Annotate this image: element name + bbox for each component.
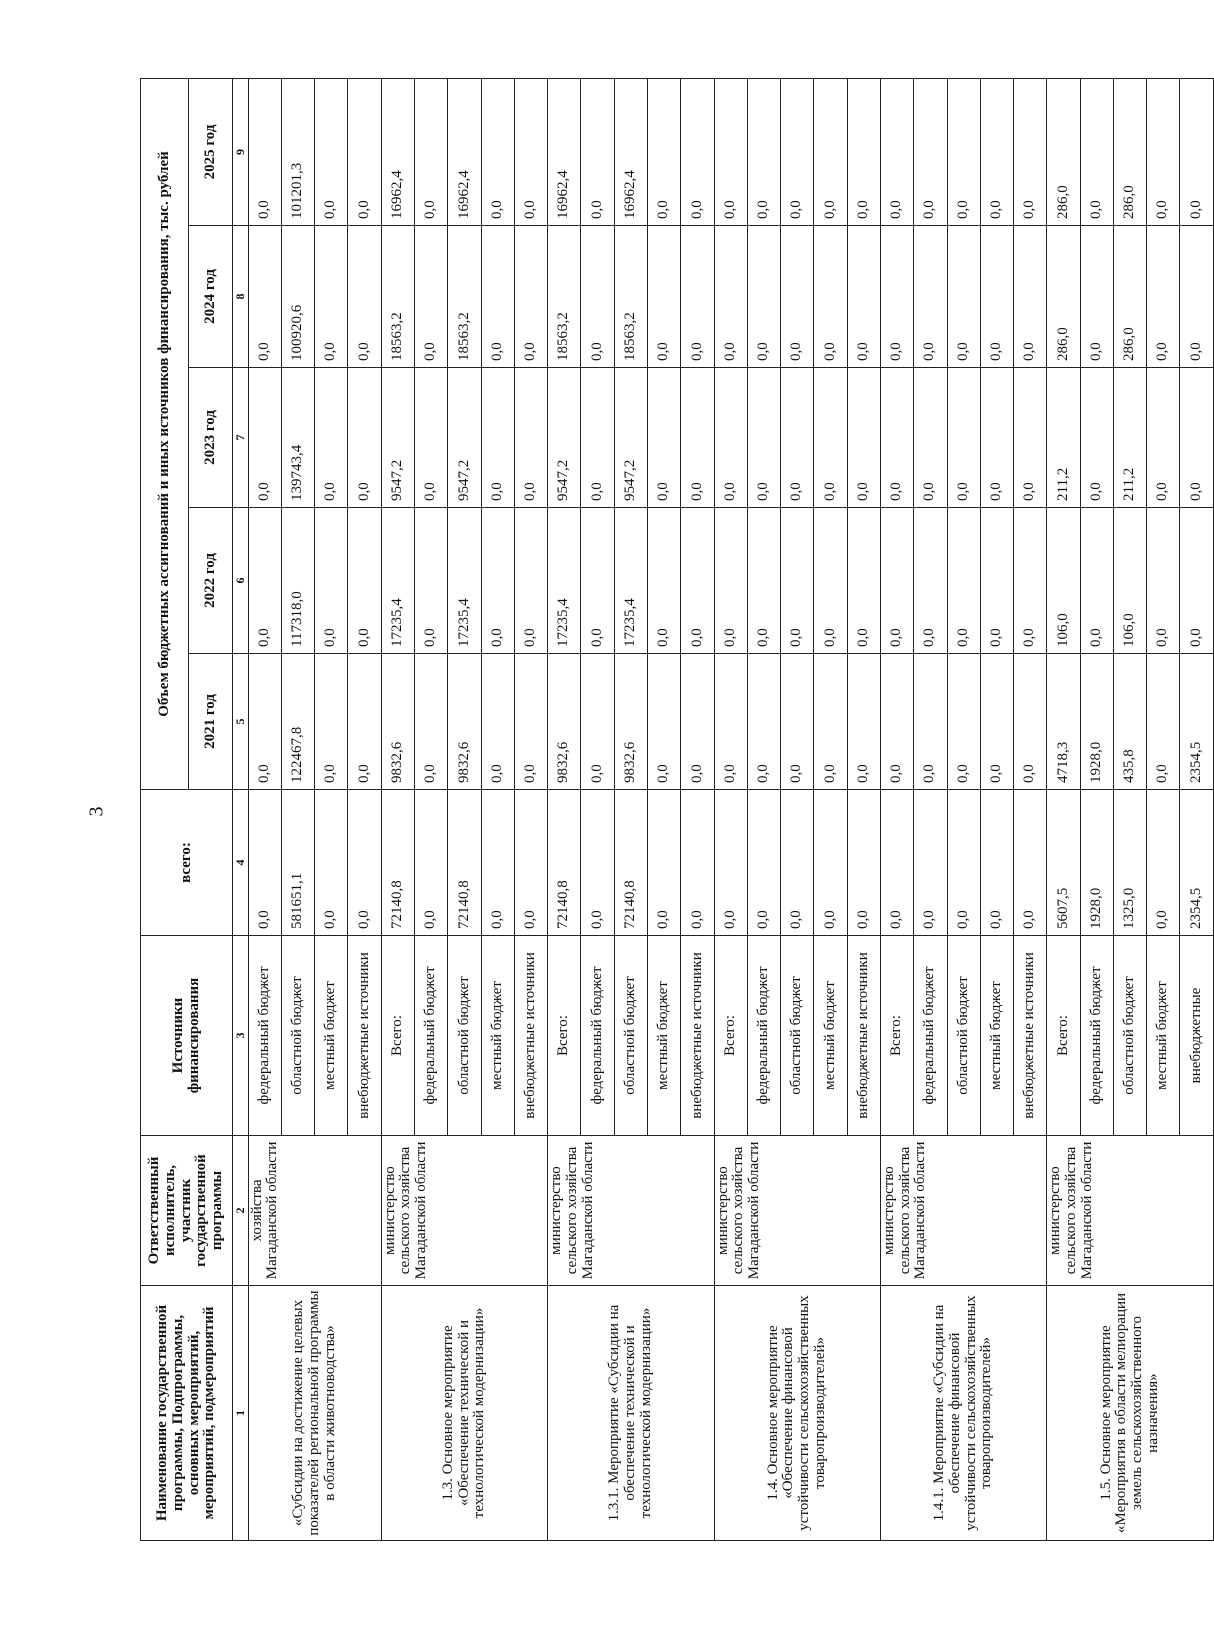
amount-cell: 9547,2 [614, 368, 647, 508]
funding-source: Всего: [1047, 936, 1080, 1136]
amount-cell: 0,0 [481, 508, 514, 654]
column-number: 1 [233, 1286, 249, 1541]
column-number: 7 [233, 368, 249, 508]
amount-cell: 106,0 [1047, 508, 1080, 654]
funding-source: внебюджетные источники [348, 936, 381, 1136]
amount-cell: 0,0 [248, 654, 281, 790]
measure-name: 1.5. Основное мероприятие «Мероприятия в области мелиорации земель сельскохозяйственного назначения» [1047, 1286, 1214, 1541]
amount-cell: 0,0 [781, 654, 814, 790]
funding-source: внебюджетные источники [847, 936, 880, 1136]
amount-cell: 0,0 [980, 508, 1013, 654]
amount-cell: 0,0 [714, 78, 747, 225]
funding-source: местный бюджет [481, 936, 514, 1136]
funding-source: местный бюджет [814, 936, 847, 1136]
amount-cell: 0,0 [348, 654, 381, 790]
responsible-executor: министерство сельского хозяйства Магаданской области [714, 1136, 880, 1286]
amount-cell: 106,0 [1113, 508, 1146, 654]
amount-cell: 0,0 [681, 654, 714, 790]
funding-source: внебюджетные [1180, 936, 1214, 1136]
amount-cell: 0,0 [747, 226, 780, 368]
funding-source: федеральный бюджет [415, 936, 448, 1136]
amount-cell: 72140,8 [448, 790, 481, 936]
table-row [1047, 78, 1080, 1540]
amount-cell: 0,0 [781, 226, 814, 368]
amount-cell: 0,0 [880, 226, 913, 368]
amount-cell: 0,0 [415, 226, 448, 368]
amount-cell: 18563,2 [448, 226, 481, 368]
amount-cell: 211,2 [1113, 368, 1146, 508]
amount-cell: 18563,2 [614, 226, 647, 368]
responsible-executor: министерство сельского хозяйства Магаданской области [381, 1136, 547, 1286]
amount-cell: 0,0 [514, 368, 547, 508]
amount-cell: 0,0 [880, 368, 913, 508]
amount-cell: 0,0 [647, 226, 680, 368]
funding-source: областной бюджет [781, 936, 814, 1136]
amount-cell: 0,0 [681, 790, 714, 936]
amount-cell: 0,0 [880, 790, 913, 936]
amount-cell: 0,0 [1147, 368, 1180, 508]
header-year-2023: 2023 год [189, 368, 233, 508]
measure-name: 1.4. Основное мероприятие «Обеспечение финансовой устойчивости сельскохозяйственных товаропроизводителей» [714, 1286, 880, 1541]
amount-cell: 0,0 [747, 508, 780, 654]
amount-cell: 0,0 [248, 790, 281, 936]
header-year-2021: 2021 год [189, 654, 233, 790]
amount-cell: 0,0 [1014, 226, 1047, 368]
amount-cell: 0,0 [980, 790, 1013, 936]
amount-cell: 0,0 [681, 226, 714, 368]
header-sources: Источники финансирования [141, 936, 233, 1136]
column-number: 9 [233, 78, 249, 225]
amount-cell: 9832,6 [548, 654, 581, 790]
amount-cell: 9547,2 [448, 368, 481, 508]
rotated-table-container [140, 79, 1214, 1541]
amount-cell: 9547,2 [381, 368, 414, 508]
column-number: 3 [233, 936, 249, 1136]
amount-cell: 2354,5 [1180, 790, 1214, 936]
amount-cell: 0,0 [681, 508, 714, 654]
funding-source: местный бюджет [980, 936, 1013, 1136]
column-number-row [233, 78, 249, 1540]
amount-cell: 0,0 [880, 654, 913, 790]
amount-cell: 0,0 [914, 508, 947, 654]
amount-cell: 0,0 [315, 790, 348, 936]
amount-cell: 0,0 [714, 508, 747, 654]
amount-cell: 0,0 [581, 508, 614, 654]
table-row [714, 78, 747, 1540]
amount-cell: 0,0 [348, 226, 381, 368]
amount-cell: 100920,6 [281, 226, 314, 368]
amount-cell: 0,0 [481, 226, 514, 368]
amount-cell: 0,0 [647, 368, 680, 508]
amount-cell: 0,0 [814, 654, 847, 790]
table-row [381, 78, 414, 1540]
amount-cell: 0,0 [914, 78, 947, 225]
amount-cell: 0,0 [1014, 790, 1047, 936]
header-name: Наименование государственной программы, Подпрограммы, основных мероприятий, мероприятий, подмероприятий [141, 1286, 233, 1541]
amount-cell: 1928,0 [1080, 654, 1113, 790]
amount-cell: 0,0 [481, 654, 514, 790]
amount-cell: 286,0 [1047, 78, 1080, 225]
amount-cell: 0,0 [781, 78, 814, 225]
amount-cell: 18563,2 [381, 226, 414, 368]
amount-cell: 0,0 [415, 654, 448, 790]
amount-cell: 0,0 [880, 78, 913, 225]
amount-cell: 0,0 [315, 226, 348, 368]
funding-source: Всего: [381, 936, 414, 1136]
amount-cell: 72140,8 [548, 790, 581, 936]
amount-cell: 16962,4 [548, 78, 581, 225]
column-number: 5 [233, 654, 249, 790]
amount-cell: 0,0 [714, 790, 747, 936]
amount-cell: 0,0 [1014, 78, 1047, 225]
amount-cell: 0,0 [814, 226, 847, 368]
amount-cell: 0,0 [514, 508, 547, 654]
amount-cell: 0,0 [947, 654, 980, 790]
amount-cell: 5607,5 [1047, 790, 1080, 936]
amount-cell: 0,0 [714, 226, 747, 368]
amount-cell: 0,0 [647, 78, 680, 225]
column-number: 4 [233, 790, 249, 936]
amount-cell: 0,0 [914, 790, 947, 936]
header-volume: Объем бюджетных ассигнований и иных источников финансирования, тыс. рублей [141, 78, 189, 789]
amount-cell: 17235,4 [614, 508, 647, 654]
amount-cell: 0,0 [1147, 226, 1180, 368]
amount-cell: 0,0 [847, 368, 880, 508]
amount-cell: 0,0 [681, 78, 714, 225]
amount-cell: 0,0 [647, 508, 680, 654]
measure-name: 1.4.1. Мероприятие «Субсидии на обеспечение финансовой устойчивости сельскохозяйственных товаропроизводителей» [880, 1286, 1046, 1541]
amount-cell: 0,0 [847, 654, 880, 790]
amount-cell: 0,0 [847, 790, 880, 936]
amount-cell: 0,0 [1080, 508, 1113, 654]
amount-cell: 1325,0 [1113, 790, 1146, 936]
measure-name: 1.3. Основное мероприятие «Обеспечение технической и технологической модернизации» [381, 1286, 547, 1541]
amount-cell: 0,0 [1180, 78, 1214, 225]
amount-cell: 117318,0 [281, 508, 314, 654]
amount-cell: 0,0 [781, 508, 814, 654]
amount-cell: 0,0 [481, 368, 514, 508]
amount-cell: 0,0 [581, 368, 614, 508]
amount-cell: 0,0 [1147, 654, 1180, 790]
amount-cell: 0,0 [415, 78, 448, 225]
amount-cell: 0,0 [947, 78, 980, 225]
amount-cell: 0,0 [1080, 226, 1113, 368]
amount-cell: 0,0 [248, 368, 281, 508]
amount-cell: 0,0 [514, 790, 547, 936]
funding-source: внебюджетные источники [1014, 936, 1047, 1136]
amount-cell: 0,0 [681, 368, 714, 508]
amount-cell: 0,0 [914, 226, 947, 368]
amount-cell: 286,0 [1113, 226, 1146, 368]
amount-cell: 0,0 [1180, 226, 1214, 368]
amount-cell: 0,0 [348, 368, 381, 508]
table-row [248, 78, 281, 1540]
amount-cell: 16962,4 [381, 78, 414, 225]
measure-name: 1.3.1. Мероприятие «Субсидии на обеспечение технической и технологической модернизации» [548, 1286, 714, 1541]
amount-cell: 0,0 [747, 78, 780, 225]
amount-cell: 0,0 [348, 790, 381, 936]
amount-cell: 0,0 [914, 654, 947, 790]
amount-cell: 0,0 [814, 78, 847, 225]
amount-cell: 0,0 [1080, 78, 1113, 225]
amount-cell: 72140,8 [614, 790, 647, 936]
amount-cell: 17235,4 [381, 508, 414, 654]
amount-cell: 0,0 [747, 654, 780, 790]
amount-cell: 9832,6 [614, 654, 647, 790]
amount-cell: 0,0 [947, 508, 980, 654]
amount-cell: 0,0 [781, 790, 814, 936]
amount-cell: 0,0 [1147, 508, 1180, 654]
amount-cell: 9547,2 [548, 368, 581, 508]
amount-cell: 0,0 [514, 78, 547, 225]
budget-table [140, 78, 1214, 1541]
amount-cell: 0,0 [947, 368, 980, 508]
amount-cell: 17235,4 [448, 508, 481, 654]
amount-cell: 0,0 [415, 508, 448, 654]
funding-source: Всего: [880, 936, 913, 1136]
amount-cell: 0,0 [481, 78, 514, 225]
amount-cell: 0,0 [581, 226, 614, 368]
amount-cell: 0,0 [847, 78, 880, 225]
amount-cell: 0,0 [581, 790, 614, 936]
amount-cell: 0,0 [747, 790, 780, 936]
header-responsible: Ответственный исполнитель, участник государственной программы [141, 1136, 233, 1286]
amount-cell: 0,0 [647, 790, 680, 936]
amount-cell: 0,0 [1147, 790, 1180, 936]
amount-cell: 211,2 [1047, 368, 1080, 508]
amount-cell: 1928,0 [1080, 790, 1113, 936]
amount-cell: 0,0 [1180, 508, 1214, 654]
amount-cell: 435,8 [1113, 654, 1146, 790]
responsible-executor: хозяйства Магаданской области [248, 1136, 381, 1286]
amount-cell: 0,0 [248, 226, 281, 368]
amount-cell: 0,0 [980, 78, 1013, 225]
amount-cell: 17235,4 [548, 508, 581, 654]
funding-source: областной бюджет [281, 936, 314, 1136]
amount-cell: 16962,4 [448, 78, 481, 225]
amount-cell: 0,0 [315, 78, 348, 225]
page-number: 3 [85, 806, 108, 817]
funding-source: внебюджетные источники [514, 936, 547, 1136]
header-year-2025: 2025 год [189, 78, 233, 225]
amount-cell: 0,0 [348, 78, 381, 225]
column-number: 8 [233, 226, 249, 368]
amount-cell: 0,0 [581, 654, 614, 790]
amount-cell: 0,0 [1014, 368, 1047, 508]
amount-cell: 9832,6 [448, 654, 481, 790]
amount-cell: 0,0 [781, 368, 814, 508]
amount-cell: 0,0 [714, 654, 747, 790]
amount-cell: 4718,3 [1047, 654, 1080, 790]
amount-cell: 0,0 [514, 654, 547, 790]
amount-cell: 139743,4 [281, 368, 314, 508]
amount-cell: 0,0 [315, 508, 348, 654]
funding-source: местный бюджет [647, 936, 680, 1136]
funding-source: федеральный бюджет [248, 936, 281, 1136]
funding-source: областной бюджет [614, 936, 647, 1136]
amount-cell: 0,0 [248, 508, 281, 654]
amount-cell: 0,0 [248, 78, 281, 225]
header-total: всего: [141, 790, 233, 936]
amount-cell: 0,0 [315, 368, 348, 508]
table-row [880, 78, 913, 1540]
funding-source: областной бюджет [947, 936, 980, 1136]
column-number: 6 [233, 508, 249, 654]
amount-cell: 18563,2 [548, 226, 581, 368]
amount-cell: 0,0 [1147, 78, 1180, 225]
amount-cell: 122467,8 [281, 654, 314, 790]
amount-cell: 286,0 [1047, 226, 1080, 368]
amount-cell: 72140,8 [381, 790, 414, 936]
funding-source: Всего: [548, 936, 581, 1136]
amount-cell: 0,0 [415, 790, 448, 936]
amount-cell: 0,0 [814, 368, 847, 508]
funding-source: федеральный бюджет [581, 936, 614, 1136]
amount-cell: 0,0 [315, 654, 348, 790]
measure-name: «Субсидии на достижение целевых показателей региональной программы в области животноводства» [248, 1286, 381, 1541]
amount-cell: 0,0 [481, 790, 514, 936]
amount-cell: 0,0 [1014, 654, 1047, 790]
table-row [548, 78, 581, 1540]
amount-cell: 0,0 [1080, 368, 1113, 508]
funding-source: местный бюджет [1147, 936, 1180, 1136]
header-year-2022: 2022 год [189, 508, 233, 654]
amount-cell: 581651,1 [281, 790, 314, 936]
amount-cell: 0,0 [581, 78, 614, 225]
amount-cell: 0,0 [747, 368, 780, 508]
funding-source: местный бюджет [315, 936, 348, 1136]
amount-cell: 0,0 [847, 226, 880, 368]
funding-source: областной бюджет [1113, 936, 1146, 1136]
amount-cell: 0,0 [1180, 368, 1214, 508]
amount-cell: 0,0 [980, 226, 1013, 368]
amount-cell: 0,0 [880, 508, 913, 654]
amount-cell: 0,0 [980, 654, 1013, 790]
header-year-2024: 2024 год [189, 226, 233, 368]
amount-cell: 0,0 [914, 368, 947, 508]
funding-source: федеральный бюджет [747, 936, 780, 1136]
funding-source: федеральный бюджет [1080, 936, 1113, 1136]
amount-cell: 0,0 [714, 368, 747, 508]
amount-cell: 286,0 [1113, 78, 1146, 225]
column-number: 2 [233, 1136, 249, 1286]
amount-cell: 2354,5 [1180, 654, 1214, 790]
responsible-executor: министерство сельского хозяйства Магаданской области [1047, 1136, 1214, 1286]
amount-cell: 0,0 [947, 226, 980, 368]
amount-cell: 0,0 [514, 226, 547, 368]
amount-cell: 0,0 [415, 368, 448, 508]
amount-cell: 0,0 [348, 508, 381, 654]
amount-cell: 101201,3 [281, 78, 314, 225]
amount-cell: 9832,6 [381, 654, 414, 790]
amount-cell: 0,0 [947, 790, 980, 936]
amount-cell: 16962,4 [614, 78, 647, 225]
amount-cell: 0,0 [1014, 508, 1047, 654]
responsible-executor: министерство сельского хозяйства Магаданской области [880, 1136, 1046, 1286]
funding-source: федеральный бюджет [914, 936, 947, 1136]
funding-source: областной бюджет [448, 936, 481, 1136]
amount-cell: 0,0 [980, 368, 1013, 508]
responsible-executor: министерство сельского хозяйства Магаданской области [548, 1136, 714, 1286]
amount-cell: 0,0 [814, 508, 847, 654]
funding-source: внебюджетные источники [681, 936, 714, 1136]
amount-cell: 0,0 [647, 654, 680, 790]
amount-cell: 0,0 [814, 790, 847, 936]
amount-cell: 0,0 [847, 508, 880, 654]
funding-source: Всего: [714, 936, 747, 1136]
